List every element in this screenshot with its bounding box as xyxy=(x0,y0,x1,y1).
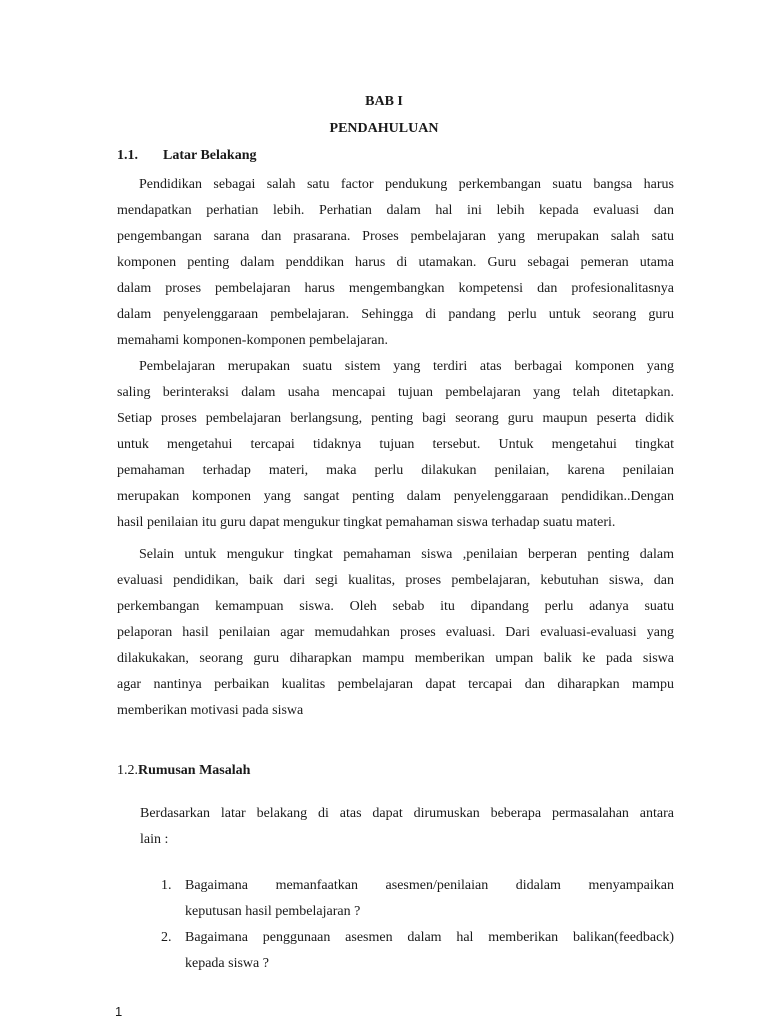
paragraph-line: lain : xyxy=(140,832,169,847)
list-item xyxy=(140,925,674,977)
paragraph-line: Setiap proses pembelajaran berlangsung, penting bagi seorang guru maupun peserta didik xyxy=(117,411,674,426)
paragraph-line: evaluasi pendidikan, baik dari segi kualitas, proses pembelajaran, kebutuhan siswa, dan xyxy=(117,573,674,588)
list-item xyxy=(140,873,674,925)
list-item-line: kepada siswa ? xyxy=(185,956,269,971)
paragraph-line: pelaporan hasil penilaian agar memudahkan proses evaluasi. Dari evaluasi-evaluasi yang xyxy=(117,625,674,640)
paragraph-line: perkembangan kemampuan siswa. Oleh sebab itu dipandang perlu adanya suatu xyxy=(117,599,674,614)
paragraph-line: untuk mengetahui tercapai tidaknya tujuan tersebut. Untuk mengetahui tingkat xyxy=(117,437,674,452)
paragraph-3 xyxy=(117,542,674,724)
section-2-heading xyxy=(117,763,250,779)
chapter-title: PENDAHULUAN xyxy=(329,121,439,136)
paragraph-line: saling berinteraksi dalam usaha mencapai tujuan pembelajaran yang telah ditetapkan. xyxy=(117,385,674,400)
section-1-number: 1.1. xyxy=(117,148,138,163)
problem-list xyxy=(140,873,674,977)
paragraph-line: memahami komponen-komponen pembelajaran. xyxy=(117,333,388,348)
paragraph-line: komponen penting dalam penddikan harus di utamakan. Guru sebagai pemeran utama xyxy=(117,255,674,270)
list-item-line: keputusan hasil pembelajaran ? xyxy=(185,904,361,919)
paragraph-line: memberikan motivasi pada siswa xyxy=(117,703,304,718)
paragraph-line: Berdasarkan latar belakang di atas dapat dirumuskan beberapa permasalahan antara xyxy=(140,806,674,821)
paragraph-line: Pendidikan sebagai salah satu factor pendukung perkembangan suatu bangsa harus xyxy=(139,177,674,192)
page-number: 1 xyxy=(115,1004,123,1019)
paragraph-line: dalam proses pembelajaran harus mengembangkan kompetensi dan profesionalitasnya xyxy=(117,281,674,296)
paragraph-2 xyxy=(117,354,674,536)
list-item-number: 2. xyxy=(161,930,172,945)
paragraph-1 xyxy=(117,172,674,354)
list-item-line: Bagaimana memanfaatkan asesmen/penilaian didalam menyampaikan xyxy=(185,878,674,893)
paragraph-line: Pembelajaran merupakan suatu sistem yang terdiri atas berbagai komponen yang xyxy=(139,359,674,374)
paragraph-line: dalam penyelenggaraan pembelajaran. Sehingga di pandang perlu untuk seorang guru xyxy=(117,307,674,322)
section-2-intro xyxy=(140,801,674,853)
section-1-title: Latar Belakang xyxy=(163,148,257,163)
list-item-line: Bagaimana penggunaan asesmen dalam hal memberikan balikan(feedback) xyxy=(185,930,674,945)
paragraph-line: hasil penilaian itu guru dapat mengukur tingkat pemahaman siswa terhadap suatu materi. xyxy=(117,515,616,530)
section-2-number: 1.2. xyxy=(117,763,138,778)
paragraph-line: merupakan komponen yang sangat penting dalam penyelenggaraan pendidikan..Dengan xyxy=(117,489,674,504)
paragraph-line: pemahaman terhadap materi, maka perlu dilakukan penilaian, karena penilaian xyxy=(117,463,674,478)
paragraph-line: dilakukakan, seorang guru diharapkan mampu memberikan umpan balik ke pada siswa xyxy=(117,651,674,666)
paragraph-line: agar nantinya perbaikan kualitas pembelajaran dapat tercapai dan diharapkan mampu xyxy=(117,677,674,692)
chapter-label: BAB I xyxy=(365,94,403,109)
paragraph-line: pengembangan sarana dan prasarana. Proses pembelajaran yang merupakan salah satu xyxy=(117,229,674,244)
paragraph-line: mendapatkan perhatian lebih. Perhatian dalam hal ini lebih kepada evaluasi dan xyxy=(117,203,674,218)
list-item-number: 1. xyxy=(161,878,172,893)
section-2-title: Rumusan Masalah xyxy=(138,763,251,778)
paragraph-line: Selain untuk mengukur tingkat pemahaman siswa ,penilaian berperan penting dalam xyxy=(139,547,674,562)
